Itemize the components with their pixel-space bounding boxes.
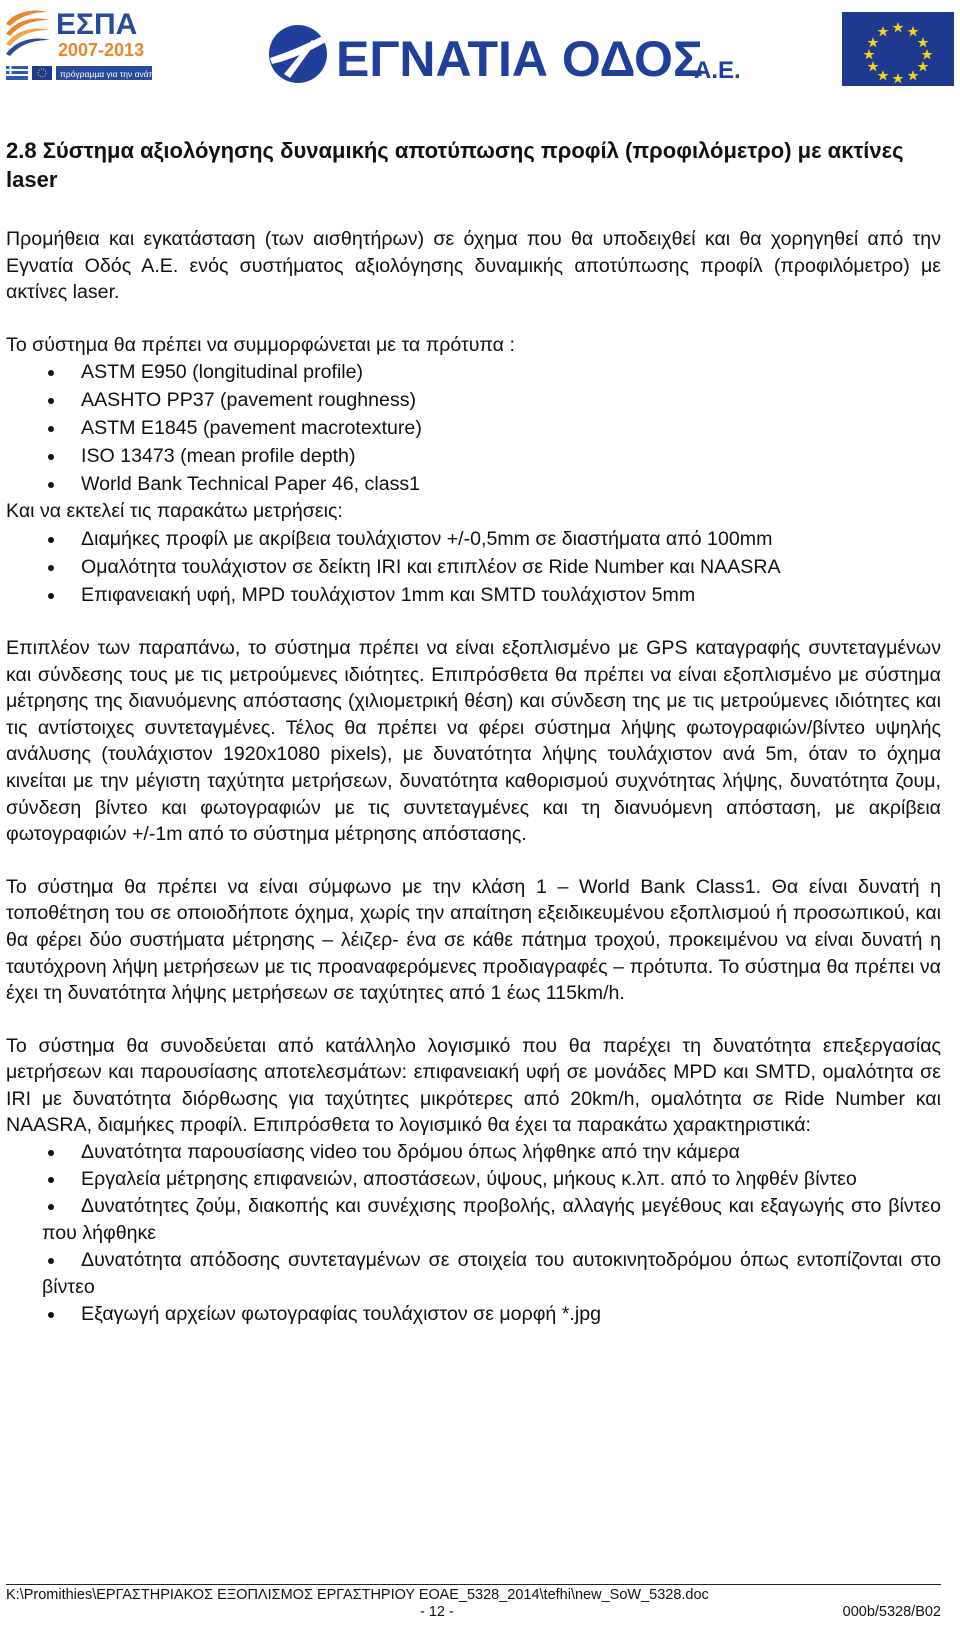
page-footer (6, 1584, 941, 1622)
list-item: Ομαλότητα τουλάχιστον σε δείκτη IRI και επιπλέον σε Ride Number και NAASRA (6, 553, 941, 581)
espa-name: ΕΣΠΑ (56, 8, 138, 41)
list-item: AASHTO PP37 (pavement roughness) (6, 386, 941, 414)
espa-slogan: πρόγραμμα για την ανάπτυξη (60, 69, 172, 79)
list-item-text: Εξαγωγή αρχείων φωτογραφίας τουλάχιστον σε μορφή *.jpg (81, 1303, 601, 1326)
software-features-list (6, 1139, 941, 1328)
list-item: ASTM E1845 (pavement macrotexture) (6, 414, 941, 442)
gps-paragraph: Επιπλέον των παραπάνω, το σύστημα πρέπει να είναι εξοπλισμένο με GPS καταγραφής συντεταγμένων και σύνδεσης τους με τις μετρούμενες ιδιότητες. Επιπρόσθετα θα πρέπει να είναι εξοπλισμένο με σύστημα μέτρησης της διανυόμενης απόστασης (χιλιομετρική θέση) και σύνδεση της με τις μετρούμενες ιδιότητες και τις αντίστοιχες συντεταγμένες. Τέλος θα πρέπει να φέρει σύστημα λήψης φωτογραφιών/βίντεο υψηλής ανάλυσης (τουλάχιστον 1920x1080 pixels), με δυνατότητα λήψης τουλάχιστον ανά 5m, όταν το όχημα κινείται με την μέγιστη ταχύτητα μετρήσεων, δυνατότητα καθορισμού συχνότητας λήψης, δυνατότητα ζουμ, σύνδεση βίντεο και φωτογραφιών με τις συντεταγμένες και τη διανυόμενη απόσταση, με ακρίβεια φωτογραφιών +/-1m από το σύστημα μέτρησης απόστασης. (6, 636, 941, 846)
list-item (6, 1166, 941, 1193)
page-number: - 12 - (420, 1604, 454, 1620)
list-item (6, 1301, 941, 1328)
list-item (6, 1139, 941, 1166)
list-item: World Bank Technical Paper 46, class1 (6, 470, 941, 498)
espa-swoosh-icon (6, 11, 50, 57)
section-title: 2.8 Σύστημα αξιολόγησης δυναμικής αποτύπωσης προφίλ (προφιλόμετρο) με ακτίνες laser (6, 138, 904, 192)
espa-logo (4, 4, 172, 84)
eu-flag-icon (842, 12, 954, 86)
software-paragraph: Το σύστημα θα συνοδεύεται από κατάλληλο λογισμικό που θα παρέχει τη δυνατότητα επεξεργασίας μετρήσεων και παρουσίασης αποτελεσμάτων: επιφανειακή υφή σε μονάδες MPD και SMTD, ομαλότητα σε IRI με δυνατότητα διόρθωσης για ταχύτητες μικρότερες από 20km/h, ομαλότητα σε Ride Number και NAASRA, διαμήκες προφίλ. Επιπρόσθετα το λογισμικό θα έχει τα παρακάτω χαρακτηριστικά: (6, 1034, 941, 1137)
class-paragraph: Το σύστημα θα πρέπει να είναι σύμφωνο με την κλάση 1 – World Bank Class1. Θα είναι δυνατή η τοποθέτηση του σε οποιοδήποτε όχημα, χωρίς την απαίτηση εξειδικευμένου εξοπλισμού ή προσωπικού, και θα φέρει δύο συστήματα μέτρησης – λέιζερ- ένα σε κάθε πάτημα τροχού, προκειμένου να είναι δυνατή η ταυτόχρονη λήψη μετρήσεων με τις προαναφερόμενες προδιαγραφές – πρότυπα. Το σύστημα θα πρέπει να έχει τη δυνατότητα λήψης μετρήσεων σε ταχύτητες από 1 έως 115km/h. (6, 875, 941, 1005)
list-item-text: Εργαλεία μέτρησης επιφανειών, αποστάσεων, ύψους, μήκους κ.λπ. από το ληφθέν βίντεο (81, 1168, 857, 1191)
standards-list (6, 358, 941, 498)
eu-mini-flag-icon (32, 66, 52, 80)
list-item: Επιφανειακή υφή, MPD τουλάχιστον 1mm και SMTD τουλάχιστον 5mm (6, 581, 941, 609)
list-item: ISO 13473 (mean profile depth) (6, 442, 941, 470)
measurements-intro: Και να εκτελεί τις παρακάτω μετρήσεις: (6, 500, 343, 523)
document-body (6, 136, 941, 1328)
footer-file-path: K:\Promithies\ΕΡΓΑΣΤΗΡΙΑΚΟΣ ΕΞΟΠΛΙΣΜΟΣ ΕΡΓΑΣΤΗΡΙΟΥ ΕΟΑΕ_5328_2014\tefhi\new_SoW_5328.doc (6, 1587, 709, 1603)
document-code: 000b/5328/B02 (842, 1604, 941, 1620)
egnatia-emblem-icon (269, 25, 330, 83)
list-item-text: Δυνατότητα απόδοσης συντεταγμένων σε στοιχεία του αυτοκινητοδρόμου όπως εντοπίζονται στο βίντεο (42, 1249, 941, 1299)
footer-row (6, 1604, 941, 1622)
egnatia-logo (268, 22, 758, 88)
egnatia-name: ΕΓΝΑΤΙΑ ΟΔΟΣ (336, 31, 703, 87)
espa-years: 2007-2013 (58, 40, 145, 60)
list-item: Διαμήκες προφίλ με ακρίβεια τουλάχιστον +/-0,5mm σε διαστήματα από 100mm (6, 525, 941, 553)
measurements-list (6, 525, 941, 609)
list-item: ASTM E950 (longitudinal profile) (6, 358, 941, 386)
page-header (0, 0, 960, 90)
intro-paragraph: Προμήθεια και εγκατάσταση (των αισθητήρων) σε όχημα που θα υποδειχθεί και θα χορηγηθεί από την Εγνατία Οδός Α.Ε. ενός συστήματος αξιολόγησης δυναμικής αποτύπωσης προφίλ (προφιλόμετρο) με ακτίνες laser. (6, 228, 941, 304)
list-item-text: Δυνατότητες ζούμ, διακοπής και συνέχισης προβολής, αλλαγής μεγέθους και εξαγωγής στο βίντεο που λήφθηκε (42, 1195, 941, 1245)
list-item (6, 1193, 941, 1247)
egnatia-suffix: Α.Ε. (694, 57, 741, 84)
list-item-text: Δυνατότητα παρουσίασης video του δρόμου όπως λήφθηκε από την κάμερα (81, 1141, 740, 1164)
greek-flag-icon (6, 66, 28, 80)
footer-divider (6, 1584, 941, 1585)
list-item (6, 1247, 941, 1301)
standards-intro: Το σύστημα θα πρέπει να συμμορφώνεται με τα πρότυπα : (6, 333, 515, 356)
